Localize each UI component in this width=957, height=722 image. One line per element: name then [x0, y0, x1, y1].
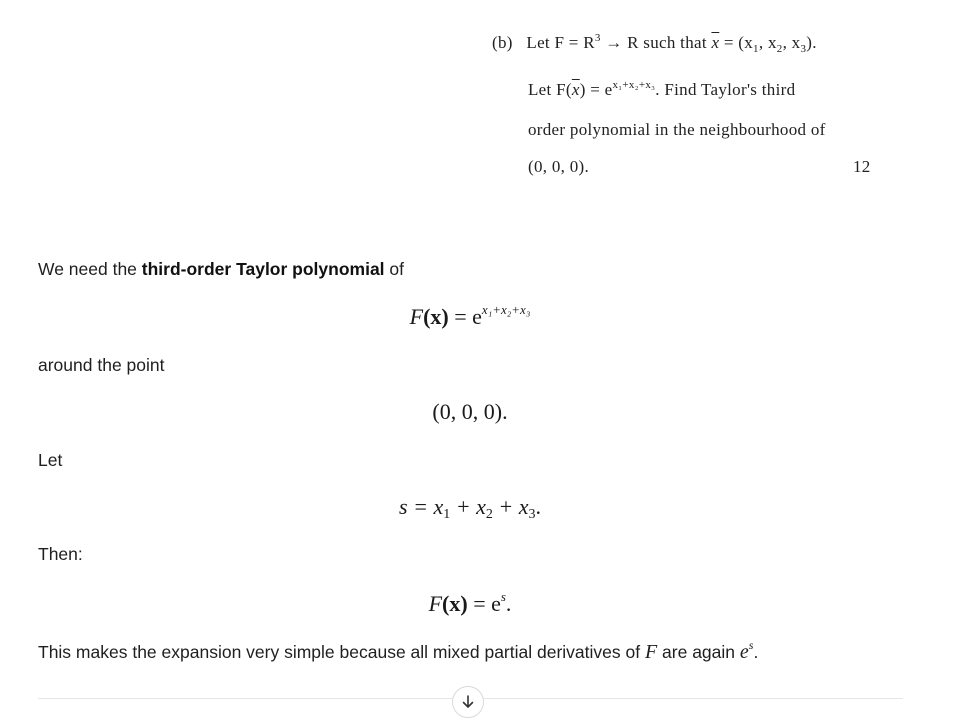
eq1-arg: (x): [423, 304, 449, 329]
q1-mid: → R such that: [600, 33, 712, 52]
closing-f: F: [644, 641, 658, 663]
intro-bold: third-order Taylor polynomial: [141, 259, 385, 279]
closing-exp: s: [748, 638, 754, 652]
q1-prefix: Let F = R: [526, 33, 595, 52]
q1-end: ).: [806, 33, 817, 52]
q1-exp: 3: [594, 32, 601, 44]
eq1-lhs: F: [409, 304, 424, 329]
question-line-4: (0, 0, 0).: [528, 157, 590, 176]
let-text: Let: [38, 450, 63, 470]
closing-e: e: [739, 641, 749, 663]
eq3-a: 1: [443, 507, 451, 522]
q2-prefix: Let F(: [528, 80, 572, 99]
scroll-down-button[interactable]: [452, 686, 484, 718]
arrow-down-icon: [460, 694, 476, 710]
q2-suffix: . Find Taylor's third: [655, 80, 796, 99]
question-image: [492, 0, 892, 200]
closing-pre: This makes the expansion very simple because all mixed partial derivatives of: [38, 642, 645, 662]
q1-s3: 3: [800, 43, 807, 55]
question-marks: 12: [853, 157, 871, 176]
equation-point: (0, 0, 0).: [432, 399, 508, 424]
intro-pre: We need the: [38, 259, 142, 279]
question-line-1: [492, 32, 817, 55]
eq3-c: 3: [528, 507, 536, 522]
eq4-lhs: F: [428, 591, 443, 616]
eq1-exp: x₁+x₂+x₃: [481, 302, 531, 317]
q1-s1: 1: [753, 43, 759, 55]
eq4-arg: (x): [442, 591, 468, 616]
closing-end: .: [753, 642, 759, 662]
closing-text: [38, 638, 758, 664]
eq3-lhs: s: [399, 494, 408, 519]
equation-f-definition: [0, 302, 940, 330]
q1-eq: = (x: [719, 33, 754, 52]
eq3-p1: + x: [450, 494, 486, 519]
q1-xbar: $\overline{x}$: [711, 33, 720, 52]
around-text: around the point: [38, 355, 165, 375]
q1-c2: , x: [782, 33, 801, 52]
equation-f-es: [0, 589, 940, 617]
q2-exp: x₁+x₂+x₃: [612, 79, 656, 91]
question-part-label: (b): [492, 33, 513, 52]
eq4-exp: s: [500, 589, 506, 604]
intro-text: [38, 259, 404, 280]
question-line-2: [528, 79, 795, 100]
eq1-rel: = e: [448, 304, 482, 329]
q2-xbar: $\overline{x}$: [571, 80, 580, 99]
equation-s-definition: [0, 494, 940, 523]
eq3-rel: = x: [407, 494, 444, 519]
question-line-3: order polynomial in the neighbourhood of: [528, 120, 826, 139]
q2-mid: ) = e: [579, 80, 613, 99]
eq4-end: .: [505, 591, 512, 616]
q1-c1: , x: [758, 33, 777, 52]
q1-s2: 2: [776, 43, 783, 55]
closing-mid: are again: [657, 642, 740, 662]
intro-post: of: [384, 259, 405, 279]
eq3-end: .: [535, 494, 541, 519]
then-text: Then:: [38, 544, 83, 564]
eq3-p2: + x: [492, 494, 529, 519]
eq3-b: 2: [485, 507, 493, 522]
eq4-rel: = e: [467, 591, 501, 616]
